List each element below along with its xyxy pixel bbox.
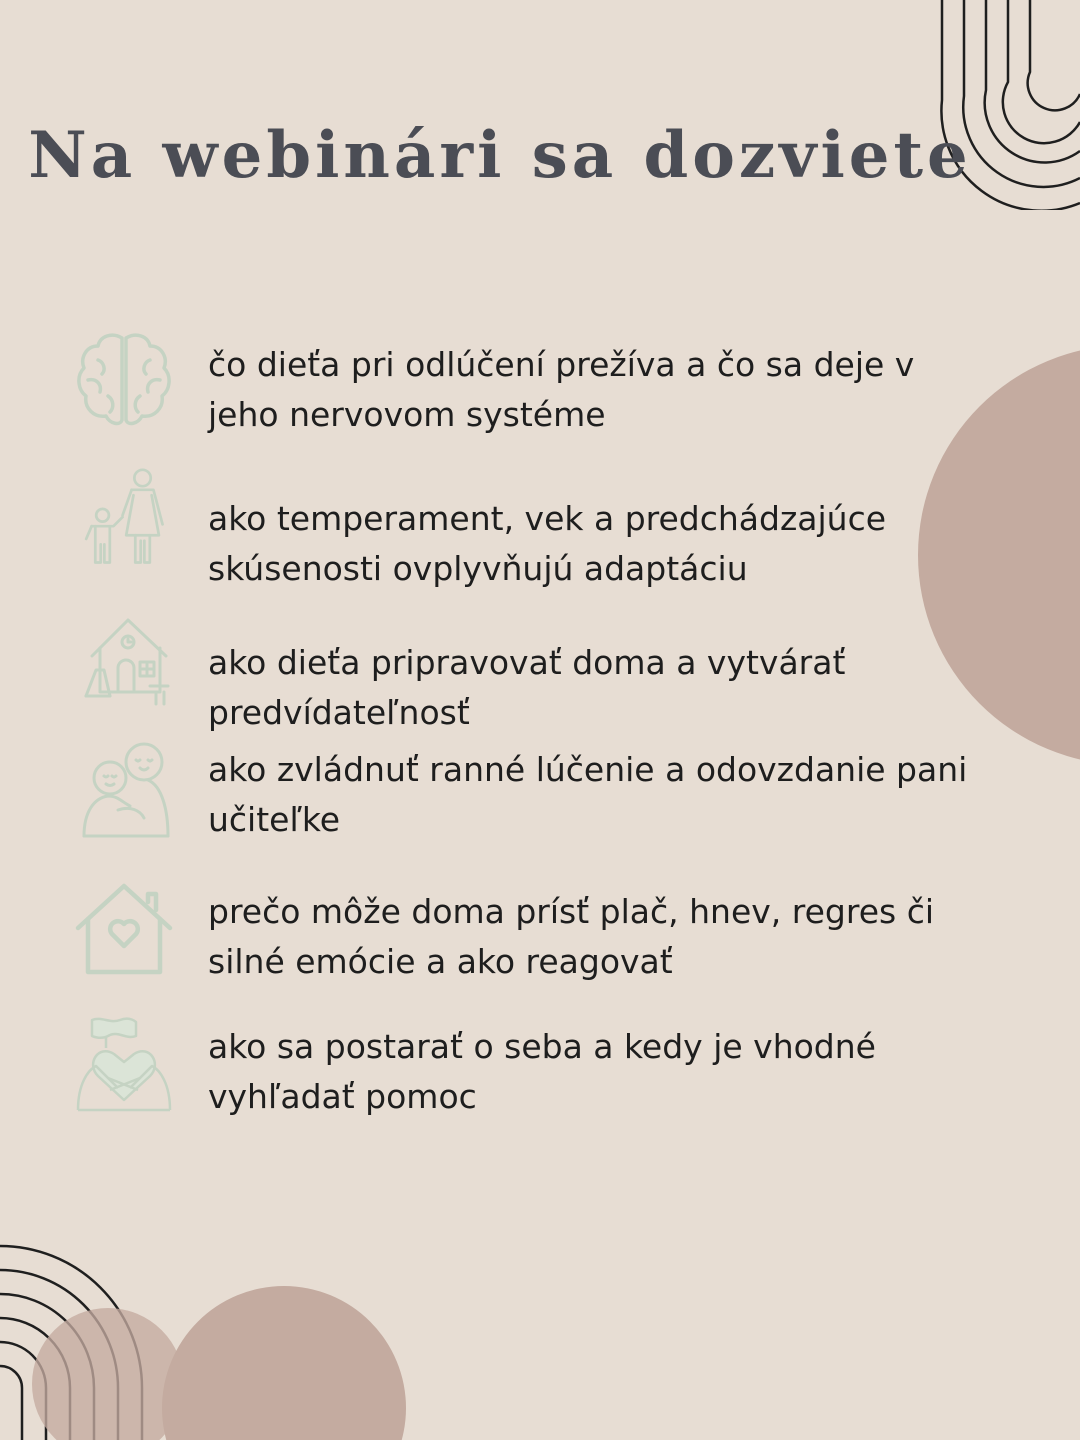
parent-child-icon [78, 468, 178, 568]
item-text: ako temperament, vek a predchádzajúce skúsenosti ovplyvňujú adaptáciu [208, 499, 887, 588]
brain-icon [74, 330, 174, 430]
item-text: ako zvládnuť ranné lúčenie a odovzdanie pani učiteľke [208, 750, 968, 839]
page-title: Na webinári sa dozviete [28, 118, 972, 193]
kindergarten-icon [80, 612, 180, 712]
circle-decoration-bottom-large [160, 1286, 410, 1440]
item-text: čo dieťa pri odlúčení prežíva a čo sa deje v jeho nervovom systéme [208, 345, 915, 434]
item-text: ako dieťa pripravovať doma a vytvárať predvídateľnosť [208, 643, 846, 732]
hug-icon [78, 740, 178, 840]
self-care-icon [74, 1014, 174, 1114]
item-text: prečo môže doma prísť plač, hnev, regres či silné emócie a ako reagovať [208, 892, 934, 981]
item-text: ako sa postarať o seba a kedy je vhodné vyhľadať pomoc [208, 1027, 876, 1116]
house-heart-icon [74, 880, 174, 980]
